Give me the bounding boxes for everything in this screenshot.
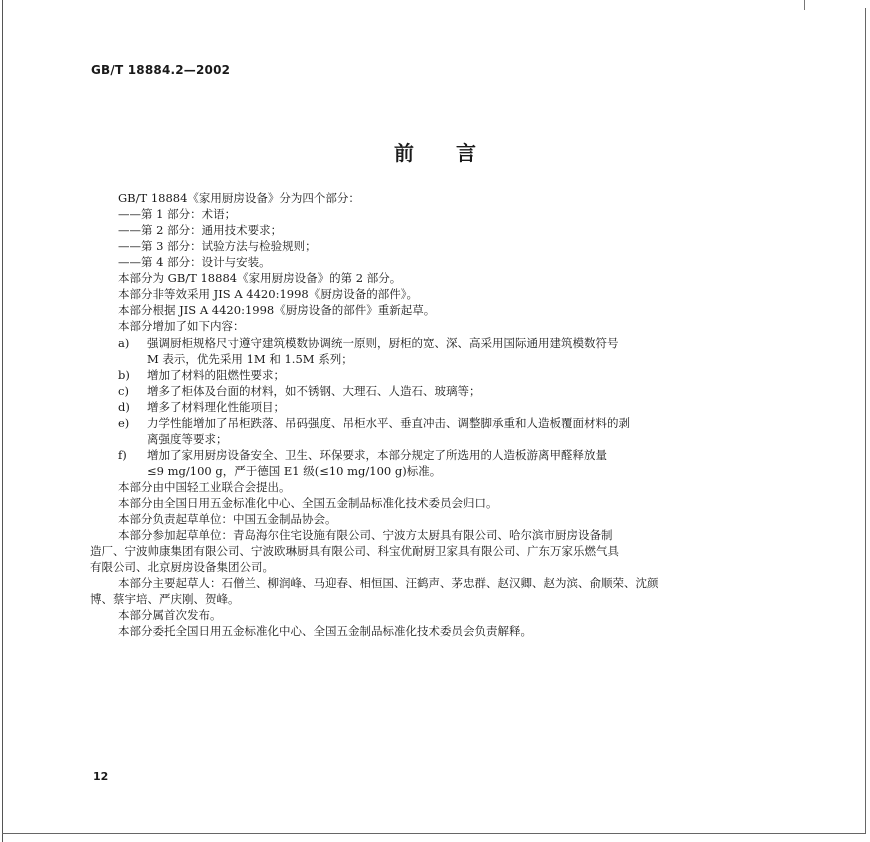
page-title (0, 137, 870, 166)
intro-paragraph: GB/T 18884《家用厨房设备》分为四个部分： (118, 191, 360, 205)
title-char-2: 言 (456, 141, 476, 165)
paragraph-line: 博、蔡宇培、严庆刚、贺峰。 (90, 592, 240, 606)
item-label: e) (118, 416, 130, 430)
part-list-item: ——第 2 部分：通用技术要求； (118, 223, 283, 237)
page-border-bottom (2, 833, 866, 834)
item-label: f) (118, 448, 127, 462)
paragraph: 本部分为 GB/T 18884《家用厨房设备》的第 2 部分。 (118, 271, 402, 285)
item-text: 增多了材料理化性能项目； (147, 400, 285, 414)
part-list-item: ——第 4 部分：设计与安装。 (118, 255, 271, 269)
scan-mark (804, 0, 805, 10)
paragraph: 本部分委托全国日用五金标准化中心、全国五金制品标准化技术委员会负责解释。 (118, 624, 532, 638)
paragraph: 本部分由全国日用五金标准化中心、全国五金制品标准化技术委员会归口。 (118, 496, 498, 510)
paragraph: 本部分根据 JIS A 4420:1998《厨房设备的部件》重新起草。 (118, 303, 436, 317)
item-text: 增加了材料的阻燃性要求； (147, 368, 285, 382)
item-text: ≤9 mg/100 g，严于德国 E1 级(≤10 mg/100 g)标准。 (147, 464, 442, 478)
paragraph: 本部分增加了如下内容： (118, 319, 245, 333)
part-list-item: ——第 1 部分：术语； (118, 207, 237, 221)
item-text: M 表示，优先采用 1M 和 1.5M 系列； (147, 352, 353, 366)
item-text: 增加了家用厨房设备安全、卫生、环保要求，本部分规定了所选用的人造板游离甲醛释放量 (147, 448, 607, 462)
standard-number: GB/T 18884.2—2002 (91, 63, 231, 77)
item-text: 力学性能增加了吊柜跌落、吊码强度、吊柜水平、垂直冲击、调整脚承重和人造板覆面材料的剥 (147, 416, 630, 430)
page-number: 12 (93, 770, 109, 783)
page-border-right (865, 8, 866, 834)
paragraph: 本部分由中国轻工业联合会提出。 (118, 480, 291, 494)
paragraph-line: 本部分参加起草单位：青岛海尔住宅设施有限公司、宁波方太厨具有限公司、哈尔滨市厨房设备制 (118, 528, 613, 542)
item-label: b) (118, 368, 130, 382)
item-text: 离强度等要求； (147, 432, 228, 446)
item-text: 增多了柜体及台面的材料，如不锈钢、大理石、人造石、玻璃等； (147, 384, 481, 398)
item-label: c) (118, 384, 129, 398)
item-text: 强调厨柜规格尺寸遵守建筑模数协调统一原则，厨柜的宽、深、高采用国际通用建筑模数符号 (147, 336, 619, 350)
paragraph-line: 本部分主要起草人：石僧兰、柳润峰、马迎春、相恒国、汪鹤声、茅忠群、赵汉卿、赵为滨、俞顺荣、沈颜 (118, 576, 659, 590)
paragraph-line: 造厂、宁波帅康集团有限公司、宁波欧琳厨具有限公司、科宝优耐厨卫家具有限公司、广东万家乐燃气具 (90, 544, 619, 558)
part-list-item: ——第 3 部分：试验方法与检验规则； (118, 239, 317, 253)
paragraph-line: 有限公司、北京厨房设备集团公司。 (90, 560, 274, 574)
page-border-left (2, 0, 3, 842)
title-char-1: 前 (394, 141, 414, 165)
paragraph: 本部分负责起草单位：中国五金制品协会。 (118, 512, 337, 526)
paragraph: 本部分非等效采用 JIS A 4420:1998《厨房设备的部件》。 (118, 287, 418, 301)
paragraph: 本部分属首次发布。 (118, 608, 222, 622)
item-label: a) (118, 336, 130, 350)
item-label: d) (118, 400, 130, 414)
